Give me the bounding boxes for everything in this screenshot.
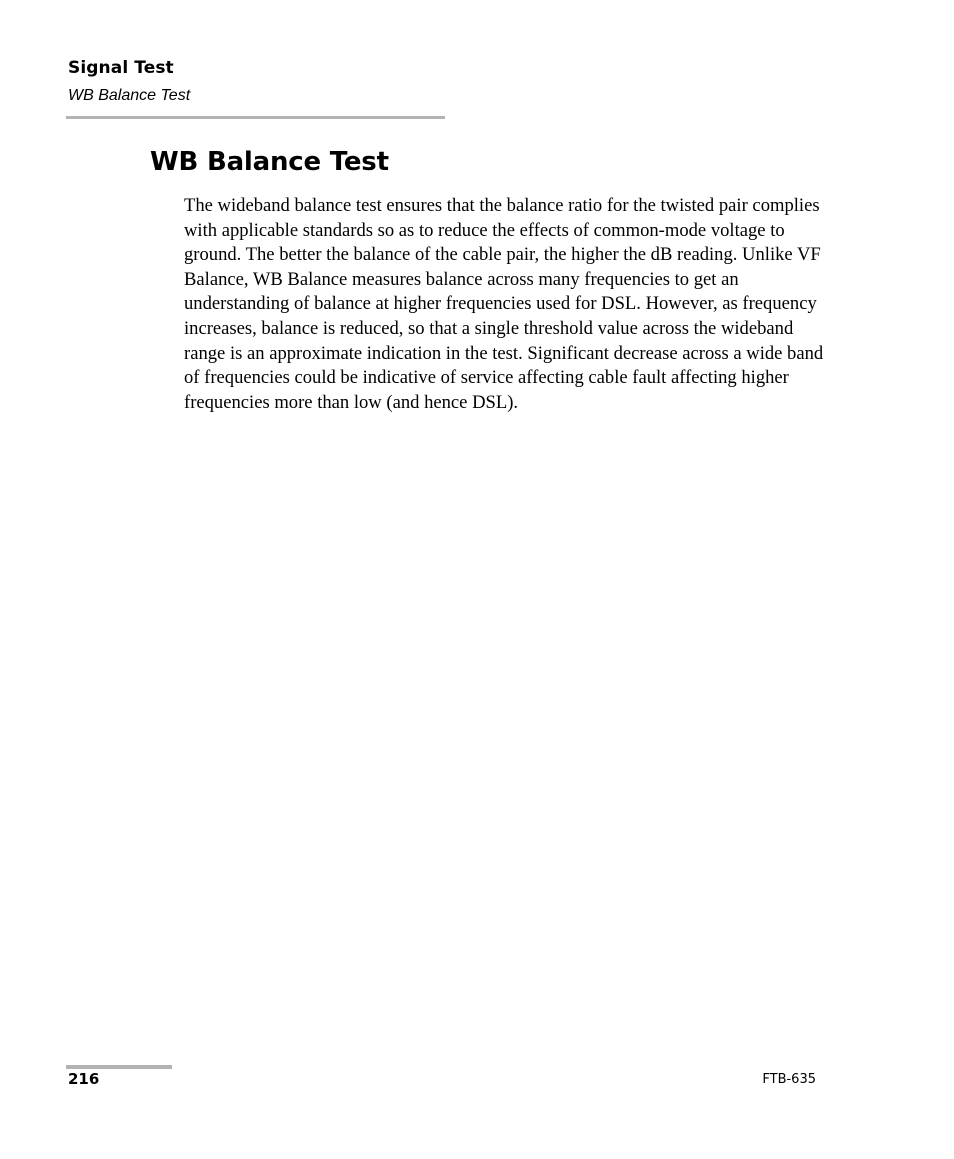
section-title: WB Balance Test xyxy=(150,147,389,177)
chapter-title: Signal Test xyxy=(68,58,174,78)
section-subtitle: WB Balance Test xyxy=(68,87,191,104)
page-number: 216 xyxy=(68,1070,100,1088)
product-name: FTB-635 xyxy=(762,1072,816,1087)
body-paragraph: The wideband balance test ensures that the balance ratio for the twisted pair complies with applicable standards so as to reduce the effects of common-mode voltage to ground. The better the balance of the cable pair, the higher the dB reading. Unlike VF Balance, WB Balance measures balance across many frequencies to get an understanding of balance at higher frequencies used for DSL. However, as frequency increases, balance is reduced, so that a single threshold value across the wideband range is an approximate indication in the test. Significant decrease across a wide band of frequencies could be indicative of service affecting cable fault affecting higher frequencies more than low (and hence DSL). xyxy=(184,195,824,413)
header-rule xyxy=(66,116,445,119)
running-head xyxy=(68,57,448,106)
